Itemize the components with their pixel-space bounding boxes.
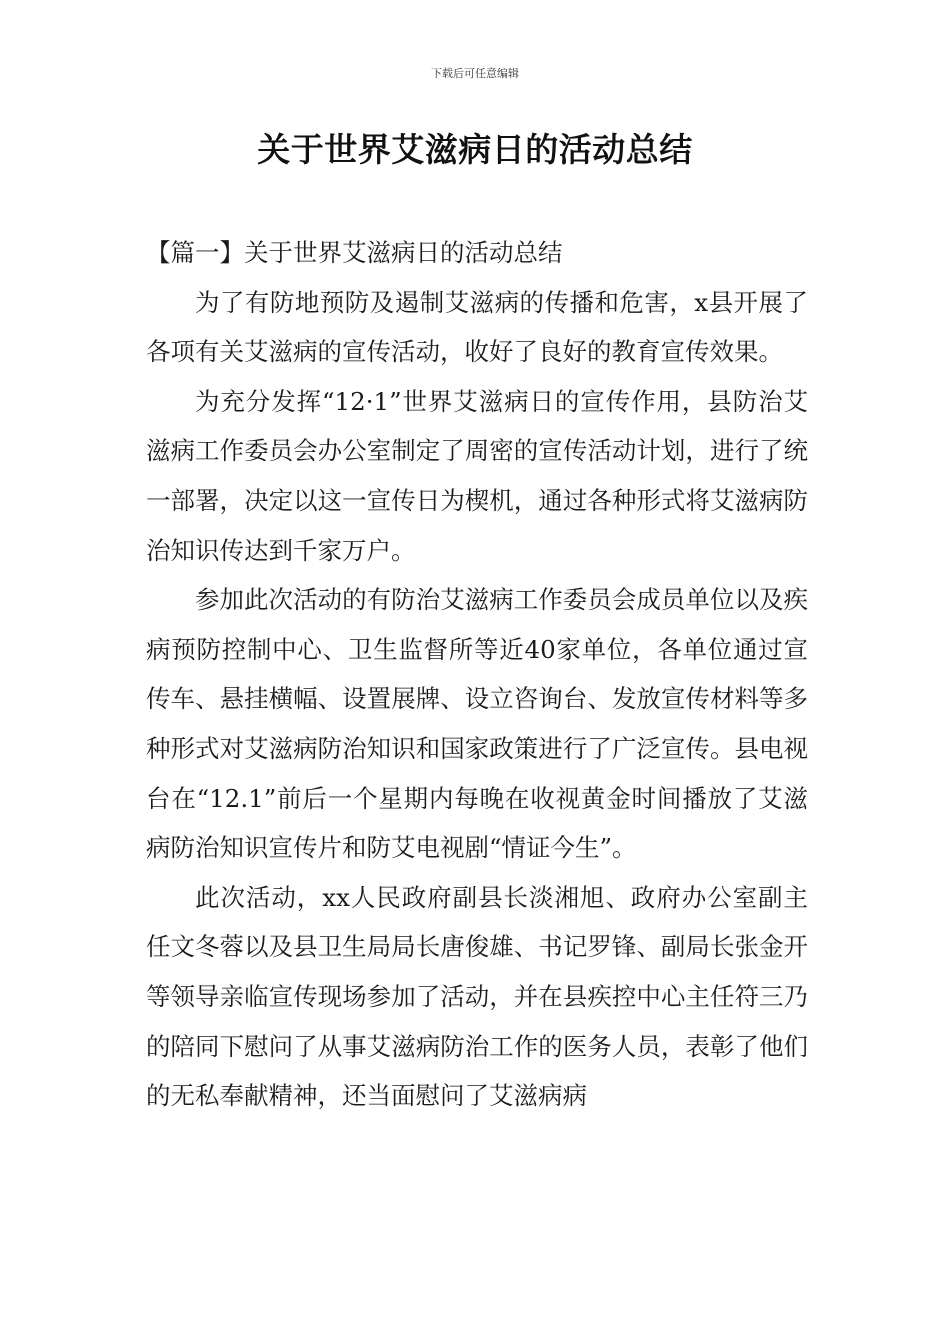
paragraph: 此次活动，xx人民政府副县长淡湘旭、政府办公室副主任文冬蓉以及县卫生局局长唐俊雄、书记罗锋、副局长张金开等领导亲临宣传现场参加了活动，并在县疾控中心主任符三乃的陪同下慰问了从事艾滋病防治工作的医务人员，表彰了他们的无私奉献精神，还当面慰问了艾滋病病 <box>146 882 808 1111</box>
section-heading: 【篇一】关于世界艾滋病日的活动总结 <box>146 238 563 267</box>
document-title: 关于世界艾滋病日的活动总结 <box>257 130 693 169</box>
paragraph: 为充分发挥“12·1”世界艾滋病日的宣传作用，县防治艾滋病工作委员会办公室制定了周密的宣传活动计划，进行了统一部署，决定以这一宣传日为楔机，通过各种形式将艾滋病防治知识传达到千家万户。 <box>146 386 808 565</box>
header-note: 下载后可任意编辑 <box>431 67 519 80</box>
document-body <box>146 228 808 1121</box>
paragraph: 为了有防地预防及遏制艾滋病的传播和危害，x县开展了各项有关艾滋病的宣传活动，收好了良好的教育宣传效果。 <box>146 287 808 367</box>
paragraph: 参加此次活动的有防治艾滋病工作委员会成员单位以及疾病预防控制中心、卫生监督所等近40家单位，各单位通过宣传车、悬挂横幅、设置展牌、设立咨询台、发放宣传材料等多种形式对艾滋病防治知识和国家政策进行了广泛宣传。县电视台在“12.1”前后一个星期内每晚在收视黄金时间播放了艾滋病防治知识宣传片和防艾电视剧“情证今生”。 <box>146 585 808 863</box>
